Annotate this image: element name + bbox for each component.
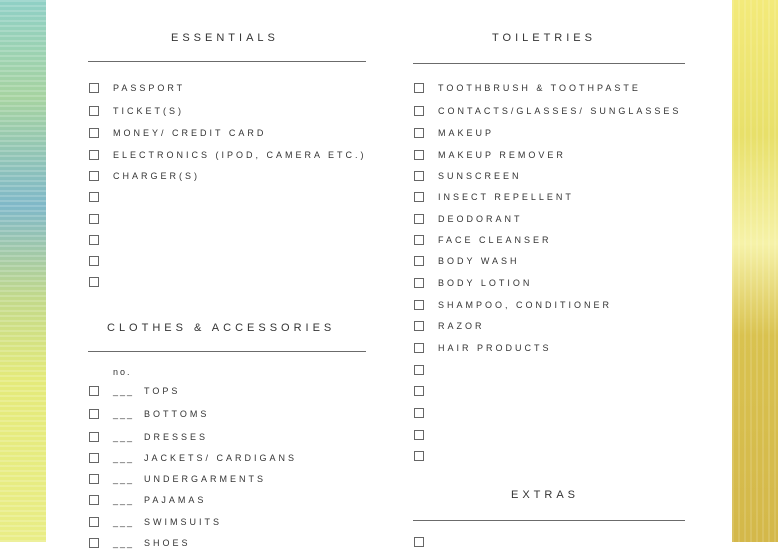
checkbox[interactable] [414, 256, 424, 266]
checklist-item[interactable] [414, 126, 494, 140]
essentials-heading: ESSENTIALS [171, 32, 279, 44]
checklist-page [46, 0, 732, 548]
checkbox[interactable] [414, 83, 424, 93]
item-label: DRESSES [144, 432, 209, 442]
toiletries-heading: TOILETRIES [492, 32, 596, 44]
essentials-divider [88, 61, 366, 62]
checklist-item[interactable] [414, 449, 424, 463]
checklist-item[interactable] [89, 384, 180, 398]
clothes-heading: CLOTHES & ACCESSORIES [107, 322, 336, 334]
item-label: TICKET(S) [113, 106, 184, 116]
checkbox[interactable] [414, 278, 424, 288]
checklist-item[interactable] [89, 493, 206, 507]
checkbox[interactable] [414, 386, 424, 396]
checkbox[interactable] [89, 474, 99, 484]
checkbox[interactable] [414, 321, 424, 331]
item-label: MONEY/ CREDIT CARD [113, 128, 267, 138]
item-label: SWIMSUITS [144, 517, 223, 527]
item-label: BODY WASH [438, 256, 520, 266]
item-label: SUNSCREEN [438, 171, 522, 181]
checklist-item[interactable] [89, 515, 222, 529]
checklist-item[interactable] [89, 254, 99, 268]
item-label: BOTTOMS [144, 409, 210, 419]
checklist-item[interactable] [89, 190, 99, 204]
checklist-item[interactable] [414, 363, 424, 377]
checkbox[interactable] [414, 537, 424, 547]
checkbox[interactable] [89, 277, 99, 287]
checklist-item[interactable] [89, 148, 367, 162]
checkbox[interactable] [414, 408, 424, 418]
checkbox[interactable] [89, 453, 99, 463]
item-label: MAKEUP [438, 128, 495, 138]
checkbox[interactable] [414, 300, 424, 310]
checkbox[interactable] [414, 214, 424, 224]
checkbox[interactable] [89, 495, 99, 505]
item-label: CHARGER(S) [113, 171, 201, 181]
checklist-item[interactable] [414, 319, 485, 333]
checkbox[interactable] [89, 171, 99, 181]
item-label: MAKEUP REMOVER [438, 150, 566, 160]
item-label: ELECTRONICS (IPOD, CAMERA ETC.) [113, 150, 367, 160]
quantity-blank: ___ [113, 432, 135, 442]
quantity-blank: ___ [113, 386, 135, 396]
checklist-item[interactable] [414, 81, 641, 95]
checkbox[interactable] [89, 83, 99, 93]
checkbox[interactable] [414, 235, 424, 245]
checklist-item[interactable] [89, 212, 99, 226]
count-column-label: no. [113, 367, 132, 377]
item-label: INSECT REPELLENT [438, 192, 574, 202]
checklist-item[interactable] [414, 212, 523, 226]
item-label: PASSPORT [113, 83, 186, 93]
checkbox[interactable] [414, 451, 424, 461]
checklist-item[interactable] [89, 275, 99, 289]
checkbox[interactable] [89, 106, 99, 116]
checklist-item[interactable] [414, 190, 574, 204]
checklist-item[interactable] [89, 169, 200, 183]
item-label: DEODORANT [438, 214, 523, 224]
quantity-blank: ___ [113, 409, 135, 419]
checkbox[interactable] [89, 432, 99, 442]
checklist-item[interactable] [414, 384, 424, 398]
clothes-divider [88, 351, 366, 352]
checklist-item[interactable] [414, 406, 424, 420]
item-label: TOOTHBRUSH & TOOTHPASTE [438, 83, 641, 93]
quantity-blank: ___ [113, 453, 135, 463]
checkbox[interactable] [414, 150, 424, 160]
checkbox[interactable] [89, 517, 99, 527]
checklist-item[interactable] [414, 341, 552, 355]
checklist-item[interactable] [414, 535, 424, 549]
checklist-item[interactable] [414, 148, 566, 162]
checklist-item[interactable] [414, 254, 520, 268]
checkbox[interactable] [89, 128, 99, 138]
checklist-item[interactable] [89, 451, 297, 465]
checkbox[interactable] [414, 171, 424, 181]
checkbox[interactable] [89, 192, 99, 202]
checklist-item[interactable] [89, 126, 266, 140]
checklist-item[interactable] [414, 428, 424, 442]
checklist-item[interactable] [414, 276, 532, 290]
quantity-blank: ___ [113, 538, 135, 548]
checkbox[interactable] [414, 192, 424, 202]
item-label: CONTACTS/GLASSES/ SUNGLASSES [438, 106, 682, 116]
item-label: JACKETS/ CARDIGANS [144, 453, 298, 463]
checkbox[interactable] [89, 409, 99, 419]
item-label: SHAMPOO, CONDITIONER [438, 300, 613, 310]
checkbox[interactable] [414, 106, 424, 116]
checkbox[interactable] [414, 365, 424, 375]
checklist-item[interactable] [414, 233, 552, 247]
checkbox[interactable] [89, 214, 99, 224]
checkbox[interactable] [89, 235, 99, 245]
item-label: FACE CLEANSER [438, 235, 552, 245]
watercolor-right-border [732, 0, 778, 542]
checkbox[interactable] [414, 343, 424, 353]
checklist-item[interactable] [414, 169, 522, 183]
extras-heading: EXTRAS [511, 489, 580, 501]
checklist-item[interactable] [89, 233, 99, 247]
toiletries-divider [413, 63, 685, 64]
quantity-blank: ___ [113, 474, 135, 484]
checkbox[interactable] [89, 256, 99, 266]
item-label: BODY LOTION [438, 278, 533, 288]
checklist-item[interactable] [89, 104, 184, 118]
checklist-item[interactable] [414, 104, 681, 118]
item-label: SHOES [144, 538, 191, 548]
item-label: PAJAMAS [144, 495, 207, 505]
checklist-item[interactable] [89, 430, 208, 444]
checklist-item[interactable] [414, 298, 612, 312]
checkbox[interactable] [414, 430, 424, 440]
item-label: HAIR PRODUCTS [438, 343, 552, 353]
checkbox[interactable] [89, 150, 99, 160]
checklist-item[interactable] [89, 81, 185, 95]
checkbox[interactable] [414, 128, 424, 138]
quantity-blank: ___ [113, 517, 135, 527]
item-label: UNDERGARMENTS [144, 474, 267, 484]
extras-divider [413, 520, 685, 521]
checkbox[interactable] [89, 386, 99, 396]
checklist-item[interactable] [89, 472, 266, 486]
checkbox[interactable] [89, 538, 99, 548]
item-label: RAZOR [438, 321, 485, 331]
quantity-blank: ___ [113, 495, 135, 505]
checklist-item[interactable] [89, 407, 209, 421]
item-label: TOPS [144, 386, 181, 396]
watercolor-left-border [0, 0, 46, 542]
checklist-item[interactable] [89, 536, 191, 550]
